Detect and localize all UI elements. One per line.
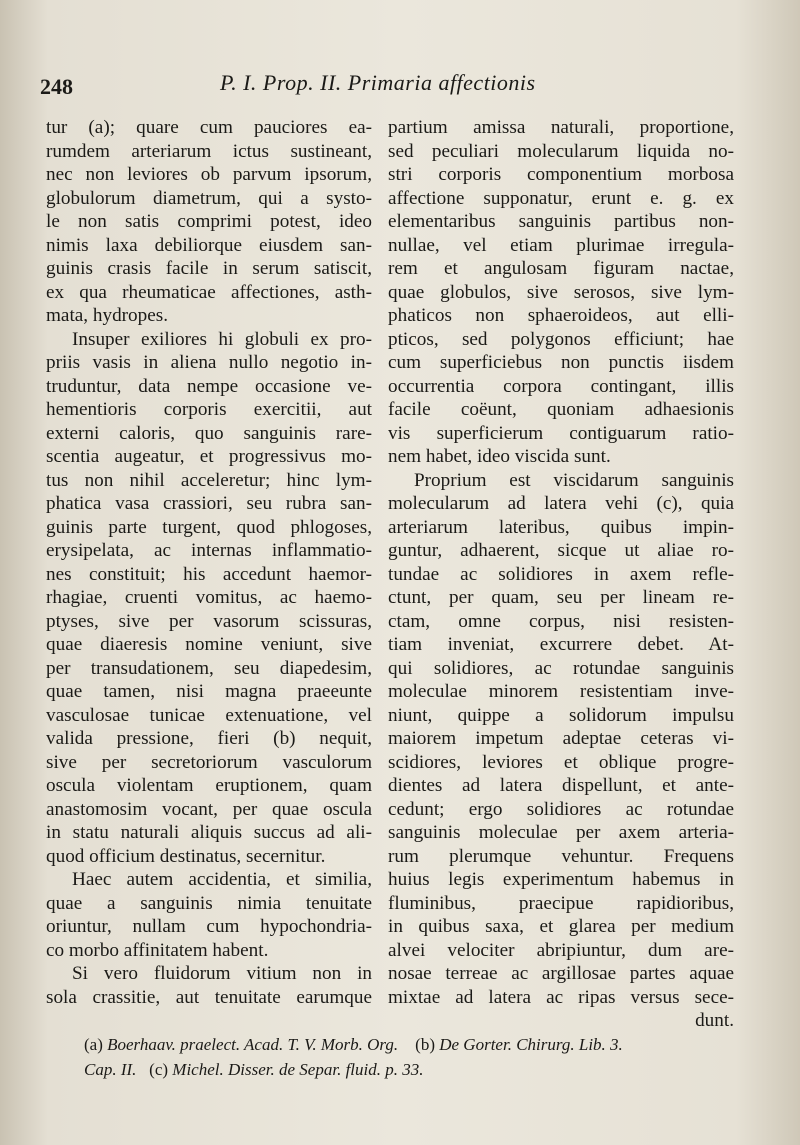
text-line: rem et angulosam figuram nactae, bbox=[388, 258, 734, 279]
page-header bbox=[40, 66, 760, 102]
text-line: fluminibus, praecipue rapidioribus, bbox=[388, 892, 734, 914]
text-line: huius legis experimentum habemus in bbox=[388, 869, 734, 890]
text-line: stri corporis componentium morbosa bbox=[388, 164, 734, 185]
text-line: in quibus saxa, et glarea per medium bbox=[388, 916, 734, 937]
text-line: mixtae ad latera ac ripas versus sece- bbox=[388, 986, 734, 1008]
text-line: oriuntur, nullam cum hypochondria- bbox=[46, 916, 372, 937]
footnote-a-text: Boerhaav. praelect. Acad. T. V. Morb. Org. bbox=[107, 1035, 399, 1054]
text-line: nec non leviores ob parvum ipsorum, bbox=[46, 164, 372, 185]
text-line: nem habet, ideo viscida sunt. bbox=[388, 446, 611, 467]
text-line: quae tamen, nisi magna praeeunte bbox=[46, 681, 372, 702]
footnotes bbox=[84, 1032, 744, 1082]
text-line: sanguinis moleculae per axem arteria- bbox=[388, 822, 734, 843]
text-line: Si vero fluidorum vitium non in bbox=[72, 963, 372, 984]
text-line: valida pressione, fieri (b) nequit, bbox=[46, 728, 372, 749]
footnote-b-continuation: Cap. II. bbox=[84, 1060, 137, 1079]
text-line: phaticos non sphaeroideos, aut elli- bbox=[388, 305, 734, 326]
footnote-a-marker: (a) bbox=[84, 1035, 103, 1054]
text-line: partium amissa naturali, proportione, bbox=[388, 117, 734, 138]
text-line: rumdem arteriarum ictus sustineant, bbox=[46, 140, 372, 162]
text-line: guntur, adhaerent, sicque ut aliae ro- bbox=[388, 540, 734, 561]
text-line: cedunt; ergo solidiores ac rotundae bbox=[388, 798, 734, 820]
text-line: molecularum ad latera vehi (c), quia bbox=[388, 493, 734, 514]
text-line: sive per secretoriorum vasculorum bbox=[46, 751, 372, 773]
text-line: affectione supponatur, erunt e. g. ex bbox=[388, 187, 734, 209]
text-line: scentia augeatur, et progressivus mo- bbox=[46, 446, 372, 467]
text-line: nullae, vel etiam plurimae irregula- bbox=[388, 234, 734, 256]
text-line: externi caloris, quo sanguinis rare- bbox=[46, 422, 372, 444]
text-line: anastomosim vocant, per quae oscula bbox=[46, 798, 372, 820]
footnote-c-marker: (c) bbox=[149, 1060, 169, 1079]
left-column bbox=[46, 116, 372, 1009]
text-line: sed peculiari molecularum liquida no- bbox=[388, 140, 734, 162]
text-line: per transudationem, seu diapedesim, bbox=[46, 657, 372, 679]
text-line: quae a sanguinis nimia tenuitate bbox=[46, 892, 372, 914]
footnote-b-text: De Gorter. Chirurg. Lib. 3. bbox=[439, 1035, 623, 1054]
text-line: facile coëunt, quoniam adhaesionis bbox=[388, 399, 734, 420]
text-line: dunt. bbox=[695, 1010, 734, 1031]
text-line: pticos, sed polygonos efficiunt; hae bbox=[388, 328, 734, 350]
footnote-line-2 bbox=[84, 1057, 744, 1082]
text-line: nimis laxa debiliorque eiusdem san- bbox=[46, 234, 372, 256]
text-line: ex qua rheumaticae affectiones, asth- bbox=[46, 281, 372, 303]
text-line: arteriarum lateribus, quibus impin- bbox=[388, 516, 734, 538]
text-line: vis superficierum contiguarum ratio- bbox=[388, 422, 734, 444]
page-number: 248 bbox=[40, 74, 73, 99]
text-line: tundae ac solidiores in axem refle- bbox=[388, 563, 734, 585]
text-line: mata, hydropes. bbox=[46, 305, 169, 326]
text-line: in statu naturali aliquis succus ad ali- bbox=[46, 822, 372, 843]
text-line: tur (a); quare cum pauciores ea- bbox=[46, 117, 372, 138]
text-line: guinis crasis facile in serum satiscit, bbox=[46, 258, 372, 279]
text-line: niunt, quippe a solidorum impulsu bbox=[388, 704, 734, 726]
footnote-c-text: Michel. Disser. de Separ. fluid. p. 33. bbox=[172, 1060, 424, 1079]
text-line: tus non nihil acceleretur; hinc lym- bbox=[46, 469, 372, 491]
text-line: priis vasis in aliena nullo negotio in- bbox=[46, 352, 372, 373]
text-line: truduntur, data nempe occasione ve- bbox=[46, 375, 372, 397]
text-line: Haec autem accidentia, et similia, bbox=[72, 869, 372, 890]
text-line: rhagiae, cruenti vomitus, ac haemo- bbox=[46, 587, 372, 608]
text-line: tiam inveniat, excurrere debet. At- bbox=[388, 634, 734, 655]
text-line: alvei velociter abripiuntur, dum are- bbox=[388, 939, 734, 961]
text-line: vasculosae tunicae extenuatione, vel bbox=[46, 704, 372, 726]
running-head: P. I. Prop. II. Primaria affectionis bbox=[220, 70, 536, 95]
text-line: co morbo affinitatem habent. bbox=[46, 939, 269, 961]
text-line: ctunt, per quam, seu per lineam re- bbox=[388, 587, 734, 608]
text-line: guinis parte turgent, quod phlogoses, bbox=[46, 516, 372, 538]
text-line: elementaribus sanguinis partibus non- bbox=[388, 211, 734, 232]
text-line: sola crassitie, aut tenuitate earumque bbox=[46, 986, 372, 1008]
text-line: oscula violentam eruptionem, quam bbox=[46, 775, 372, 796]
text-line: erysipelata, ac internas inflammatio- bbox=[46, 540, 372, 561]
text-line: quae diaeresis nomine veniunt, sive bbox=[46, 634, 372, 655]
text-line: scidiores, leviores et oblique progre- bbox=[388, 751, 734, 773]
text-line: Insuper exiliores hi globuli ex pro- bbox=[72, 328, 372, 350]
text-line: occurrentia corpora contingant, illis bbox=[388, 375, 734, 397]
text-line: ptyses, sive per vasorum scissuras, bbox=[46, 610, 372, 632]
text-line: maiorem impetum adeptae ceteras vi- bbox=[388, 728, 734, 749]
text-line: cum superficiebus non punctis iisdem bbox=[388, 352, 734, 373]
text-line: nes constituit; his accedunt haemor- bbox=[46, 563, 372, 585]
text-line: hementioris corporis exercitii, aut bbox=[46, 399, 372, 420]
text-line: qui solidiores, ac rotundae sanguinis bbox=[388, 657, 734, 679]
text-line: quae globulos, sive serosos, sive lym- bbox=[388, 281, 734, 303]
text-line: phatica vasa crassiori, seu rubra san- bbox=[46, 493, 372, 514]
text-line: moleculae minorem resistentiam inve- bbox=[388, 681, 734, 702]
text-line: Proprium est viscidarum sanguinis bbox=[414, 469, 734, 491]
text-line: dientes ad latera dispellunt, et ante- bbox=[388, 775, 734, 796]
text-line: quod officium destinatus, secernitur. bbox=[46, 845, 326, 867]
text-line: nosae terreae ac argillosae partes aquae bbox=[388, 963, 734, 984]
footnote-b-marker: (b) bbox=[415, 1035, 435, 1054]
text-line: globulorum diametrum, qui a systo- bbox=[46, 187, 372, 209]
text-line: ctam, omne corpus, nisi resisten- bbox=[388, 610, 734, 632]
text-line: le non satis comprimi potest, ideo bbox=[46, 211, 372, 232]
text-line: rum plerumque vehuntur. Frequens bbox=[388, 845, 734, 867]
footnote-line-1 bbox=[84, 1032, 744, 1057]
right-column bbox=[388, 116, 734, 1033]
